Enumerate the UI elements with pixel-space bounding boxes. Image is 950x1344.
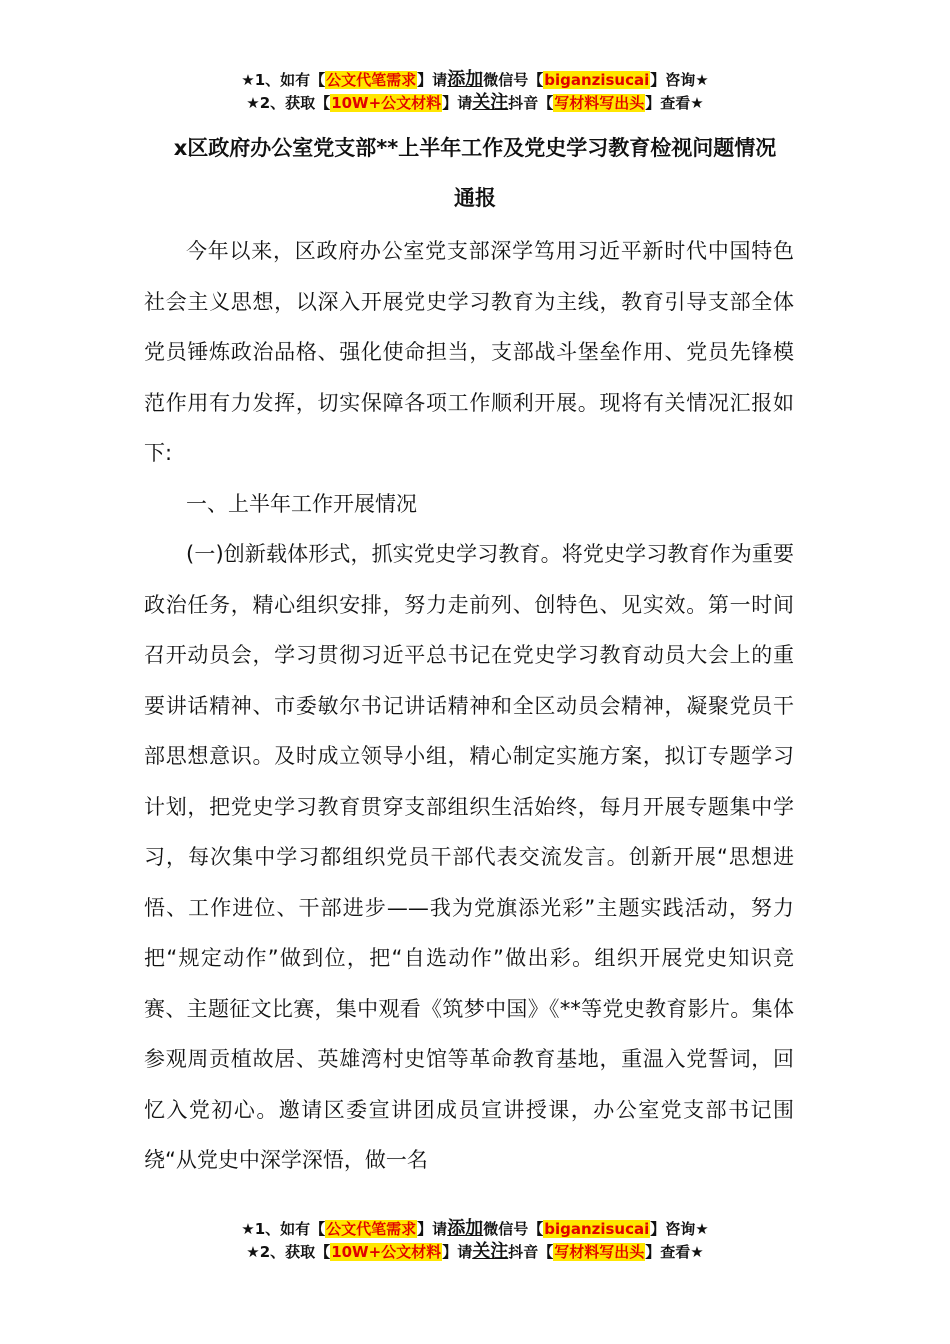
promo-line-1-prefix: ★1、如有【 [241, 71, 326, 89]
promo-highlight-materials: 10W+公文材料 [331, 1243, 442, 1261]
bottom-promo-banner [0, 1218, 950, 1264]
promo-line-2-mid2: 抖音【 [508, 94, 554, 112]
promo-line-1-suffix: 】咨询★ [650, 71, 709, 89]
promo-line-2-prefix: ★2、获取【 [246, 94, 331, 112]
document-title-line-2: 通报 [454, 186, 496, 210]
promo-highlight-materials: 10W+公文材料 [331, 94, 442, 112]
promo-line-1-prefix: ★1、如有【 [241, 1220, 326, 1238]
promo-line-2-emphasis: 关注 [472, 1241, 509, 1262]
intro-paragraph: 今年以来，区政府办公室党支部深学笃用习近平新时代中国特色社会主义思想，以深入开展党史学习教育为主线，教育引导支部全体党员锤炼政治品格、强化使命担当，支部战斗堡垒作用、党员先锋模范作用有力发挥，切实保障各项工作顺利开展。现将有关情况汇报如下: [144, 239, 794, 465]
promo-line-2-emphasis: 关注 [472, 92, 509, 113]
promo-line-2-suffix: 】查看★ [645, 94, 704, 112]
promo-highlight-service: 公文代笔需求 [326, 1220, 417, 1238]
document-title-line-1: x区政府办公室党支部**上半年工作及党史学习教育检视问题情况 [173, 136, 777, 160]
promo-line-1-mid2: 微信号【 [483, 71, 544, 89]
promo-line-1-suffix: 】咨询★ [650, 1220, 709, 1238]
promo-line-2-mid: 】请 [442, 94, 473, 112]
promo-line-1-mid: 】请 [417, 71, 448, 89]
promo-line-2 [0, 92, 950, 115]
section-heading: 一、上半年工作开展情况 [186, 491, 417, 516]
promo-highlight-wechat-id: biganzisucai [544, 1220, 650, 1238]
promo-highlight-douyin: 写材料写出头 [554, 1243, 645, 1261]
promo-line-1-mid: 】请 [417, 1220, 448, 1238]
promo-highlight-douyin: 写材料写出头 [554, 94, 645, 112]
promo-line-2-suffix: 】查看★ [645, 1243, 704, 1261]
document-body [144, 226, 794, 1186]
promo-line-1-mid2: 微信号【 [483, 1220, 544, 1238]
promo-line-2-mid: 】请 [442, 1243, 473, 1261]
promo-line-2-mid2: 抖音【 [508, 1243, 554, 1261]
promo-line-1-emphasis: 添加 [447, 1218, 484, 1239]
top-promo-banner [0, 69, 950, 115]
promo-highlight-service: 公文代笔需求 [326, 71, 417, 89]
promo-line-2-prefix: ★2、获取【 [246, 1243, 331, 1261]
promo-line-1-emphasis: 添加 [447, 69, 484, 90]
body-paragraph: (一)创新载体形式，抓实党史学习教育。将党史学习教育作为重要政治任务，精心组织安排，努力走前列、创特色、见实效。第一时间召开动员会，学习贯彻习近平总书记在党史学习教育动员大会上的重要讲话精神、市委敏尔书记讲话精神和全区动员会精神，凝聚党员干部思想意识。及时成立领导小组，精心制定实施方案，拟订专题学习计划，把党史学习教育贯穿支部组织生活始终，每月开展专题集中学习，每次集中学习都组织党员干部代表交流发言。创新开展“思想进悟、工作进位、干部进步——我为党旗添光彩”主题实践活动，努力把“规定动作”做到位，把“自选动作”做出彩。组织开展党史知识竞赛、主题征文比赛，集中观看《筑梦中国》《**等党史教育影片。集体参观周贡植故居、英雄湾村史馆等革命教育基地，重温入党誓词，回忆入党初心。邀请区委宣讲团成员宣讲授课，办公室党支部书记围绕“从党史中深学深悟，做一名 [144, 542, 794, 1172]
promo-line-1 [0, 1218, 950, 1241]
promo-line-2 [0, 1241, 950, 1264]
promo-line-1 [0, 69, 950, 92]
promo-highlight-wechat-id: biganzisucai [544, 71, 650, 89]
